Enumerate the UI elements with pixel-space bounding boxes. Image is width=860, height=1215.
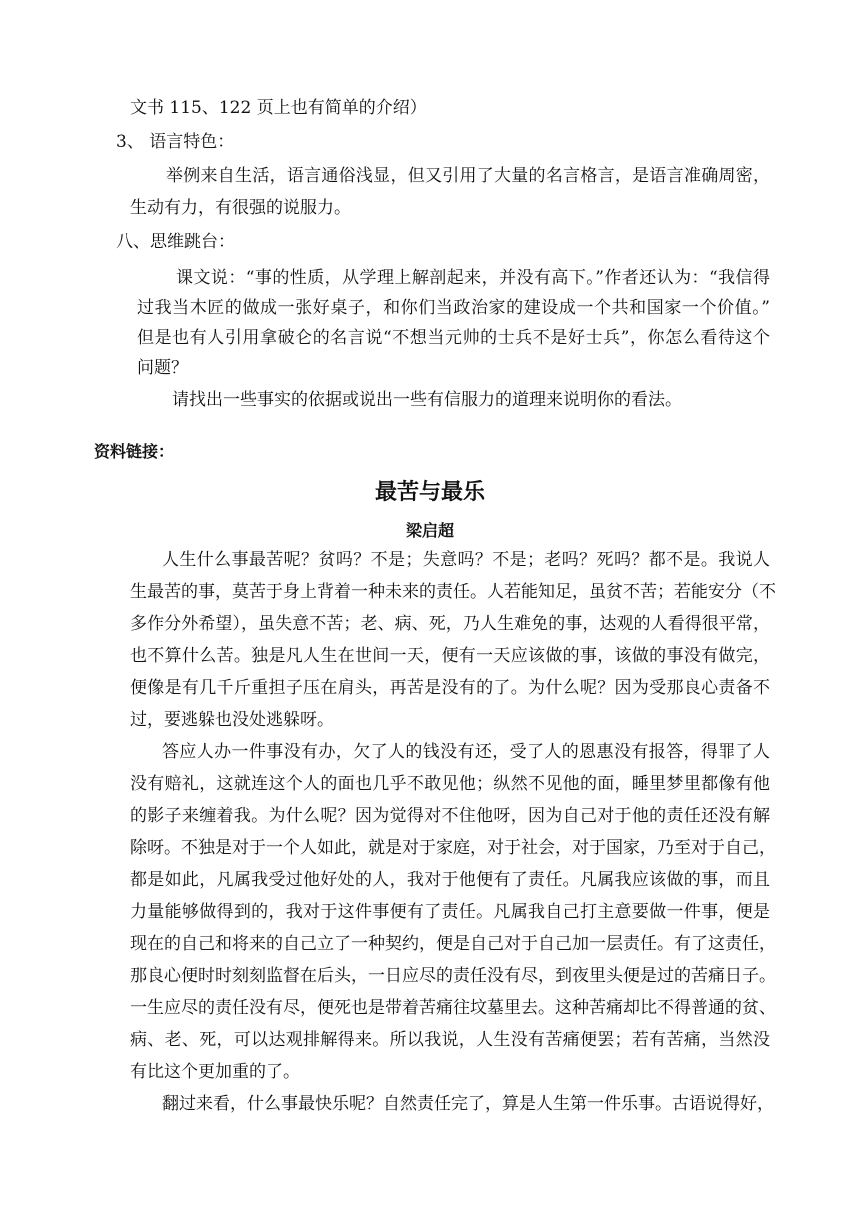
article-line: 那良心便时时刻刻监督在后头，一日应尽的责任没有尽，到夜里头便是过的苦痛日子。 <box>130 966 776 986</box>
article-line: 也不算什么苦。独是凡人生在世间一天，便有一天应该做的事，该做的事没有做完， <box>130 646 770 666</box>
text-line: 请找出一些事实的依据或说出一些有信服力的道理来说明你的看法。 <box>172 390 682 410</box>
article-line: 力量能够做得到的，我对于这件事便有了责任。凡属我自己打主意要做一件事，便是 <box>130 902 770 922</box>
section-heading: 八、思维跳台： <box>116 232 235 252</box>
article-line: 的影子来缠着我。为什么呢？因为觉得对不住他呀，因为自己对于他的责任还没有解 <box>130 806 770 826</box>
article-line: 有比这个更加重的了。 <box>130 1062 300 1082</box>
article-line: 人生什么事最苦呢？贫吗？不是；失意吗？不是；老吗？死吗？都不是。我说人 <box>162 550 770 570</box>
article-line: 病、老、死，可以达观排解得来。所以我说，人生没有苦痛便罢；若有苦痛，当然没 <box>130 1030 770 1050</box>
article-author: 梁启超 <box>405 521 454 540</box>
text-line: 文书 115、122 页上也有简单的介绍） <box>130 98 427 118</box>
article-line: 没有赔礼，这就连这个人的面也几乎不敢见他；纵然不见他的面，睡里梦里都像有他 <box>130 774 770 794</box>
text-line: 生动有力，有很强的说服力。 <box>130 198 351 218</box>
article-line: 翻过来看，什么事最快乐呢？自然责任完了，算是人生第一件乐事。古语说得好， <box>162 1094 774 1114</box>
article-line: 现在的自己和将来的自己立了一种契约，便是自己对于自己加一层责任。有了这责任， <box>130 934 776 954</box>
article-line: 答应人办一件事没有办，欠了人的钱没有还，受了人的恩惠没有报答，得罪了人 <box>162 742 770 762</box>
article-line: 过，要逃躲也没处逃躲呀。 <box>130 710 334 730</box>
link-heading: 资料链接： <box>94 442 175 461</box>
section-heading: 3、 语言特色： <box>116 132 235 152</box>
article-line: 生最苦的事，莫苦于身上背着一种未来的责任。人若能知足，虽贫不苦；若能安分（不 <box>130 582 776 602</box>
article-line: 都是如此，凡属我受过他好处的人，我对于他便有了责任。凡属我应该做的事，而且 <box>130 870 770 890</box>
text-line: 但是也有人引用拿破仑的名言说“不想当元帅的士兵不是好士兵”，你怎么看待这个 <box>137 328 770 348</box>
text-line: 课文说：“事的性质，从学理上解剖起来，并没有高下。”作者还认为：“我信得 <box>176 268 770 288</box>
text-line: 过我当木匠的做成一张好桌子，和你们当政治家的建设成一个共和国家一个价值。” <box>137 298 770 318</box>
text-line: 举例来自生活，语言通俗浅显，但又引用了大量的名言格言，是语言准确周密， <box>166 166 770 186</box>
article-line: 一生应尽的责任没有尽，便死也是带着苦痛往坟墓里去。这种苦痛却比不得普通的贫、 <box>130 998 776 1018</box>
article-line: 便像是有几千斤重担子压在肩头，再苦是没有的了。为什么呢？因为受那良心责备不 <box>130 678 770 698</box>
article-line: 多作分外希望），虽失意不苦；老、病、死，乃人生难免的事，达观的人看得很平常， <box>130 614 770 634</box>
article-title: 最苦与最乐 <box>374 480 485 505</box>
article-line: 除呀。不独是对于一个人如此，就是对于家庭，对于社会，对于国家，乃至对于自己， <box>130 838 776 858</box>
text-line: 问题？ <box>137 358 188 378</box>
